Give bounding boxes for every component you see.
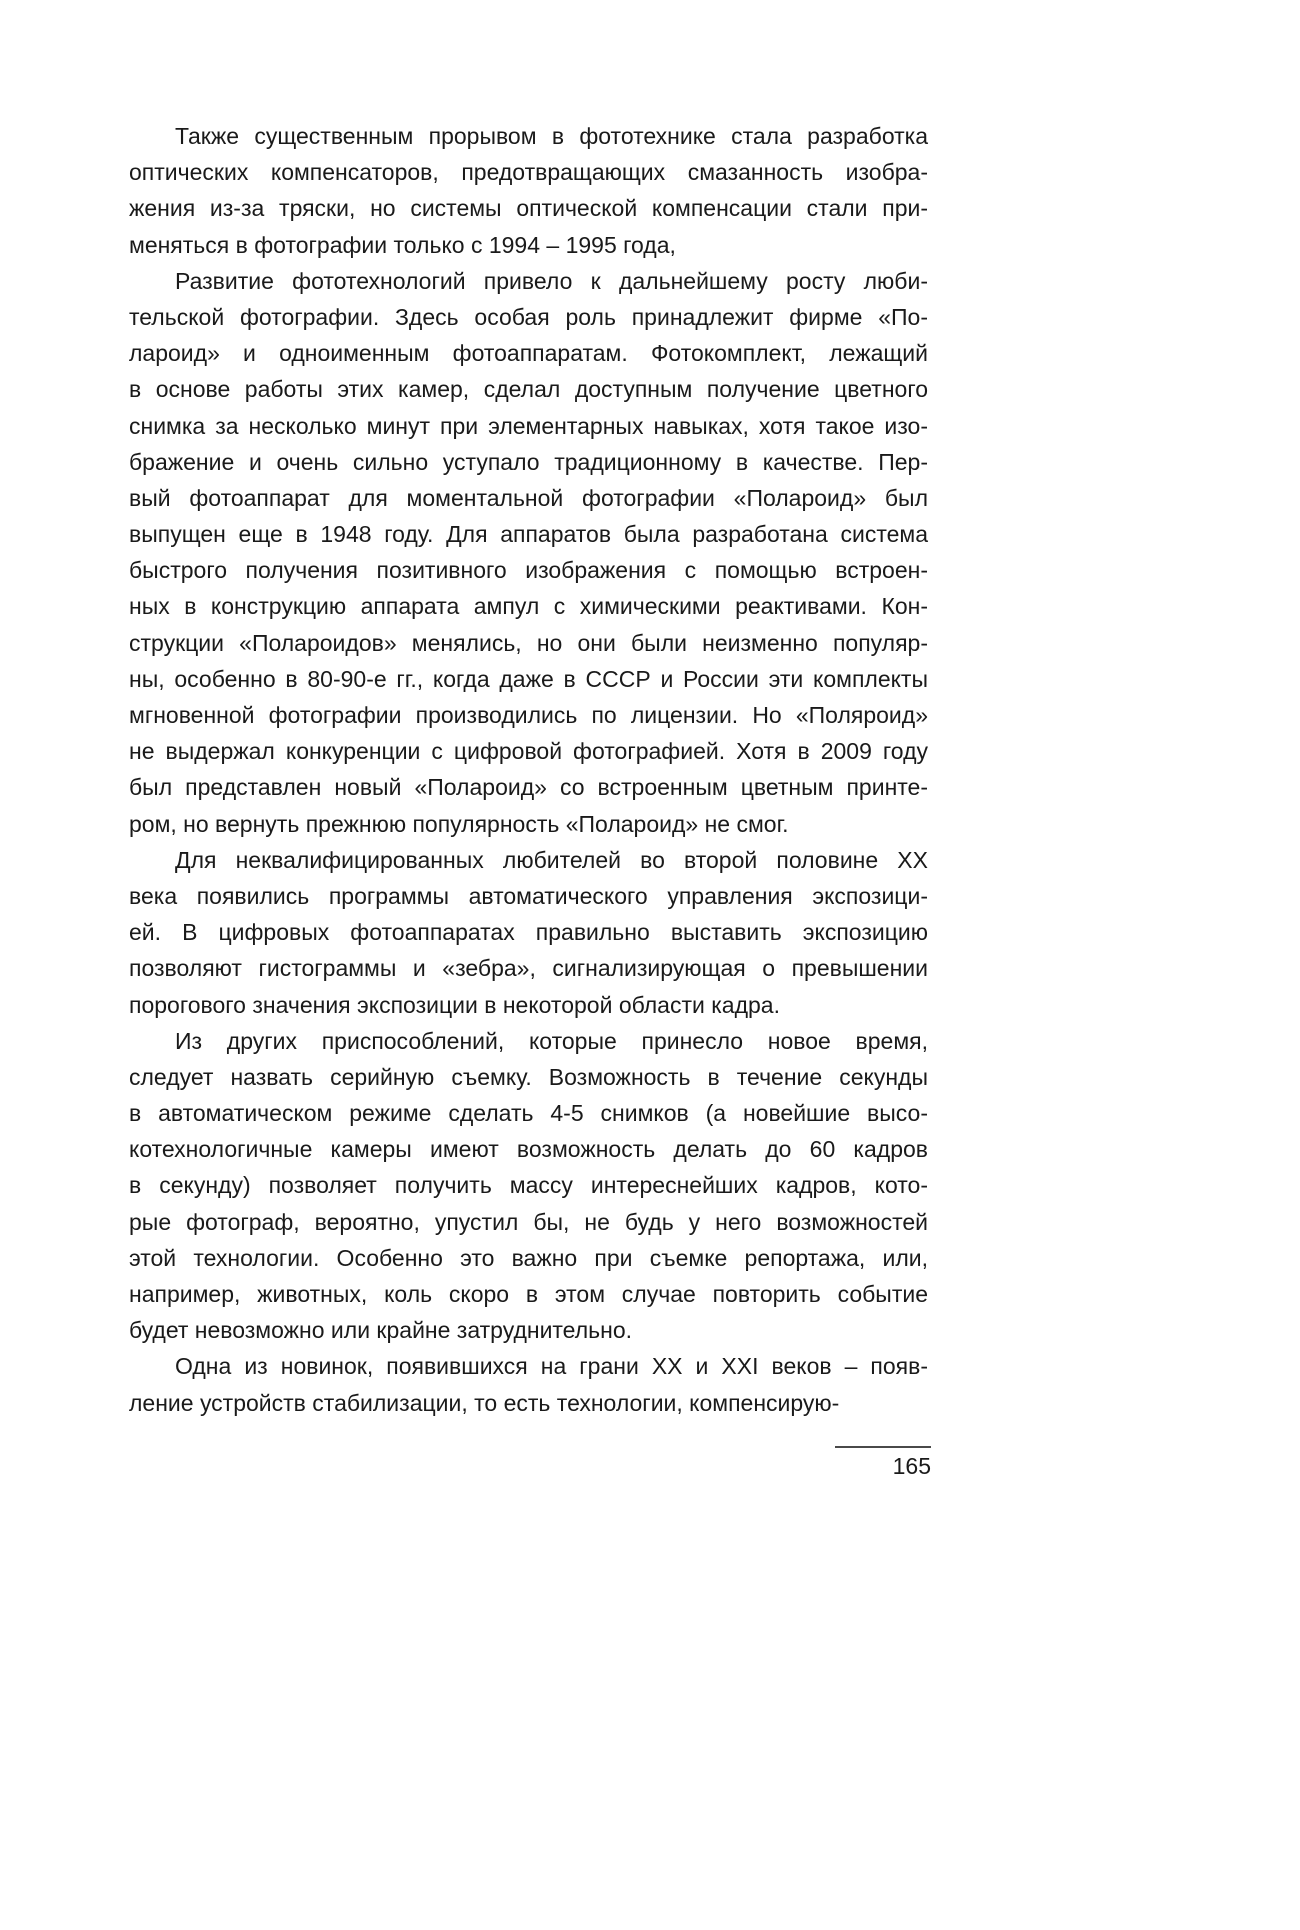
text-line: позволяют гистограммы и «зебра», сигнализирующая о превышении (129, 955, 928, 982)
footer-rule (835, 1446, 931, 1448)
paragraph (129, 118, 928, 263)
text-line: Развитие фототехнологий привело к дальнейшему росту люби- (175, 267, 928, 294)
text-line: струкции «Полароидов» менялись, но они были неизменно популяр- (129, 629, 928, 656)
text-line: Также существенным прорывом в фототехнике стала разработка (175, 123, 928, 149)
text-line: лароид» и одноименным фотоаппаратам. Фотокомплект, лежащий (129, 340, 928, 367)
text-line: ных в конструкцию аппарата ампул с химическими реактивами. Кон- (129, 593, 928, 620)
text-line: в секунду) позволяет получить массу интереснейших кадров, кото- (129, 1172, 928, 1199)
text-line: следует назвать серийную съемку. Возможность в течение секунды (129, 1063, 928, 1090)
text-line: оптических компенсаторов, предотвращающих смазанность изобра- (129, 159, 928, 186)
text-line: выпущен еще в 1948 году. Для аппаратов была разработана система (129, 521, 928, 548)
text-line: снимка за несколько минут при элементарных навыках, хотя такое изо- (129, 412, 928, 439)
text-line: века появились программы автоматического управления экспозици- (129, 882, 928, 909)
paragraph (129, 842, 928, 1023)
paragraph (129, 1348, 928, 1420)
text-line: Одна из новинок, появившихся на грани XX и XXI веков – появ- (175, 1353, 928, 1380)
paragraph (129, 1023, 928, 1349)
text-line: бражение и очень сильно уступало традиционному в качестве. Пер- (129, 448, 928, 475)
text-line: жения из-за тряски, но системы оптической компенсации стали при- (129, 195, 928, 222)
text-line: был представлен новый «Полароид» со встроенным цветным принте- (129, 774, 928, 801)
text-line: ление устройств стабилизации, то есть технологии, компенсирую- (129, 1389, 840, 1416)
text-line: в основе работы этих камер, сделал доступным получение цветного (129, 376, 928, 403)
text-line: тельской фотографии. Здесь особая роль принадлежит фирме «По- (129, 303, 928, 330)
text-line: ны, особенно в 80-90-е гг., когда даже в СССР и России эти комплекты (129, 665, 928, 692)
text-line: будет невозможно или крайне затруднительно. (129, 1317, 633, 1344)
page-footer (835, 1446, 931, 1479)
text-line: котехнологичные камеры имеют возможность делать до 60 кадров (129, 1136, 928, 1163)
text-line: вый фотоаппарат для моментальной фотографии «Полароид» был (129, 484, 928, 511)
text-line: этой технологии. Особенно это важно при съемке репортажа, или, (129, 1244, 928, 1271)
text-line: ром, но вернуть прежнюю популярность «Полароид» не смог. (129, 810, 789, 837)
text-line: рые фотограф, вероятно, упустил бы, не будь у него возможностей (129, 1208, 928, 1235)
body-text (129, 118, 928, 1421)
text-line: ей. В цифровых фотоаппаратах правильно выставить экспозицию (129, 919, 928, 946)
text-line: Для неквалифицированных любителей во второй половине XX (175, 846, 928, 873)
text-line: мгновенной фотографии производились по лицензии. Но «Поляроид» (129, 702, 928, 728)
text-line: быстрого получения позитивного изображения с помощью встроен- (129, 557, 928, 584)
text-line: не выдержал конкуренции с цифровой фотографией. Хотя в 2009 году (129, 738, 928, 765)
page-number: 165 (892, 1453, 931, 1479)
text-line: порогового значения экспозиции в некоторой области кадра. (129, 991, 780, 1018)
text-line: например, животных, коль скоро в этом случае повторить событие (129, 1281, 928, 1307)
text-line: Из других приспособлений, которые принесло новое время, (175, 1027, 928, 1054)
text-line: в автоматическом режиме сделать 4-5 снимков (а новейшие высо- (129, 1100, 928, 1127)
text-line: меняться в фотографии только с 1994 – 1995 года, (129, 231, 676, 258)
paragraph (129, 263, 928, 842)
